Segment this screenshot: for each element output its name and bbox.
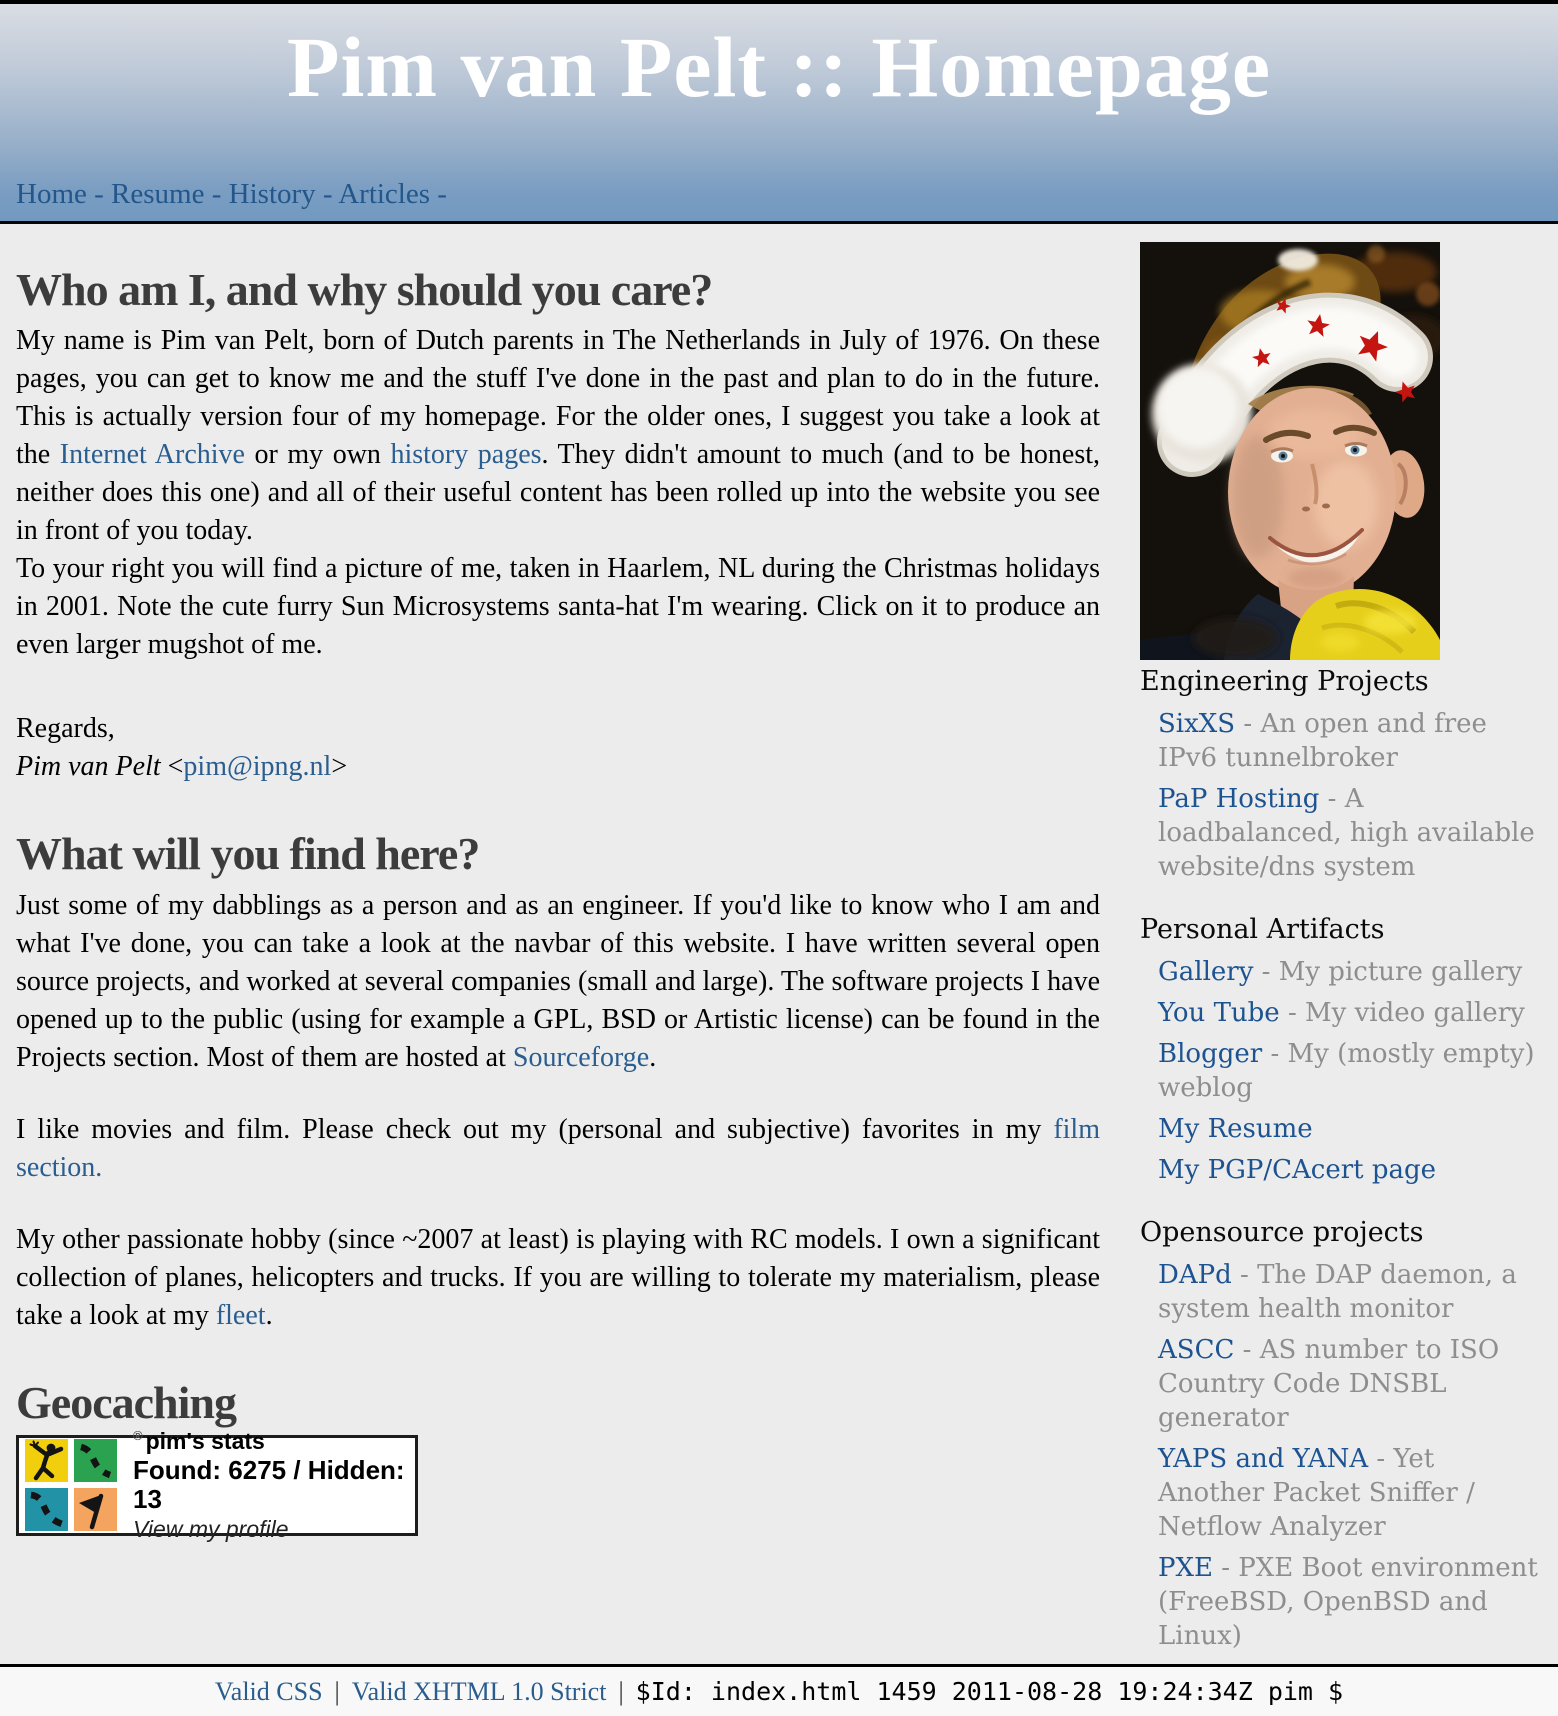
regards-line <box>16 710 1100 748</box>
footer <box>0 1664 1558 1716</box>
sidebar-item-desc: - A loadbalanced, high available website/dns system <box>1158 784 1535 882</box>
sidebar-item <box>1140 1442 1538 1544</box>
text-run: I like movies and film. Please check out my (personal and subjective) favorites in my <box>16 1113 1054 1145</box>
sidebar-link[interactable]: SixXS <box>1158 709 1236 739</box>
badge-text <box>133 1429 415 1543</box>
sidebar-item-desc: - Yet Another Packet Sniffer / Netflow Analyzer <box>1158 1444 1475 1542</box>
text-run: My name is Pim van Pelt, born of Dutch parents in The Netherlands in July of 1976. On these pages, you can get to know me and the stuff I've done in the past and plan to do in the future. This is actually version four of my homepage. For the older ones, I suggest you take a look at the <box>16 325 1100 471</box>
badge-stats: Found: 6275 / Hidden: 13 <box>133 1455 405 1515</box>
sidebar-link[interactable]: PaP Hosting <box>1158 784 1320 814</box>
sidebar-link[interactable]: You Tube <box>1158 998 1280 1028</box>
text-run: . <box>265 1299 273 1331</box>
sidebar-sections <box>1140 666 1538 1653</box>
inline-link[interactable]: film section. <box>16 1113 1100 1183</box>
sidebar-item-desc: - My video gallery <box>1279 998 1525 1028</box>
text-run: > <box>331 751 348 783</box>
sidebar-link[interactable]: Blogger <box>1158 1039 1263 1069</box>
text-run: . They didn't amount to much (and to be honest, neither does this one) and all of their useful content has been rolled up into the website you see in front of you today. <box>16 439 1101 547</box>
sidebar-item <box>1140 955 1538 989</box>
sidebar-item-desc: - An open and free IPv6 tunnelbroker <box>1158 709 1487 773</box>
view-profile-link[interactable]: View my profile <box>133 1515 289 1542</box>
sidebar-item-desc: - My (mostly empty) weblog <box>1158 1039 1535 1103</box>
sidebar <box>1140 242 1538 1660</box>
paragraph-rc-models <box>16 1221 1100 1335</box>
inline-link[interactable]: Sourceforge <box>512 1041 650 1073</box>
mugshot-photo[interactable] <box>1140 242 1440 660</box>
sidebar-link[interactable]: My PGP/CAcert page <box>1158 1155 1437 1185</box>
inline-link[interactable]: history pages <box>390 439 542 471</box>
text-run: My other passionate hobby (since ~2007 at least) is playing with RC models. I own a significant collection of planes, helicopters and trucks. If you are willing to tolerate my materialism, please take a look at my <box>16 1223 1100 1331</box>
spacer <box>16 1077 1100 1111</box>
site-title: Pim van Pelt :: Homepage <box>286 19 1272 115</box>
text-run: Regards, <box>16 713 115 745</box>
section-heading-geocaching: Geocaching <box>16 1376 236 1428</box>
inline-link[interactable]: pim@ipng.nl <box>183 751 332 783</box>
content <box>0 224 1558 1664</box>
main-nav: Home - Resume - History - Articles - <box>16 178 447 210</box>
signature-line <box>16 748 1100 786</box>
section-heading-what: What will you find here? <box>16 828 480 880</box>
text-run: or my own <box>244 439 391 471</box>
sidebar-section-heading: Engineering Projects <box>1140 666 1429 697</box>
sidebar-link[interactable]: DAPd <box>1158 1260 1232 1290</box>
sidebar-item <box>1140 1037 1538 1105</box>
registered-mark: ® <box>133 1427 143 1443</box>
badge-title: pim's stats <box>145 1427 265 1454</box>
text-run: Pim van Pelt <box>16 751 161 783</box>
sidebar-link[interactable]: My Resume <box>1158 1114 1313 1144</box>
sidebar-item <box>1140 996 1538 1030</box>
sidebar-item-desc: - My picture gallery <box>1253 957 1523 987</box>
text-run: < <box>160 751 184 783</box>
sidebar-section-heading: Opensource projects <box>1140 1217 1424 1248</box>
spacer <box>16 1187 1100 1221</box>
sidebar-section-heading: Personal Artifacts <box>1140 914 1385 945</box>
badge-title-row <box>133 1429 415 1455</box>
sidebar-item-desc: - PXE Boot environment (FreeBSD, OpenBSD and Linux) <box>1158 1553 1538 1651</box>
footer-separator: | <box>334 1677 340 1706</box>
sidebar-link[interactable]: Gallery <box>1158 957 1254 987</box>
sidebar-item <box>1140 782 1538 884</box>
nav-link-history[interactable]: History <box>228 178 316 210</box>
cvs-id-string: $Id: index.html 1459 2011-08-28 19:24:34Z pim $ <box>635 1677 1344 1706</box>
sidebar-item <box>1140 1333 1538 1435</box>
main-column <box>16 224 1101 1542</box>
sidebar-item <box>1140 707 1538 775</box>
paragraph-movies <box>16 1111 1100 1187</box>
footer-link-valid-xhtml[interactable]: Valid XHTML 1.0 Strict <box>351 1677 607 1706</box>
text-run: Just some of my dabblings as a person and as an engineer. If you'd like to know who I am and what I've done, you can take a look at the navbar of this website. I have written several open source projects, and worked at several companies (small and large). The software projects I have opened up to the public (using for example a GPL, BSD or Artistic license) can be found in the Projects section. Most of them are hosted at <box>16 889 1100 1073</box>
geocaching-logo-icon <box>25 1439 117 1531</box>
nav-link-home[interactable]: Home <box>16 178 87 210</box>
paragraph-intro <box>16 322 1100 550</box>
sidebar-item-desc: - The DAP daemon, a system health monitor <box>1158 1260 1517 1324</box>
text-run: . <box>649 1041 657 1073</box>
sidebar-item-desc: - AS number to ISO Country Code DNSBL generator <box>1158 1335 1500 1433</box>
spacer <box>16 664 1100 710</box>
geocaching-stats-badge[interactable] <box>16 1427 418 1542</box>
sidebar-item <box>1140 1112 1538 1146</box>
nav-link-articles[interactable]: Articles <box>338 178 431 210</box>
footer-separator: | <box>618 1677 624 1706</box>
nav-link-resume[interactable]: Resume <box>111 178 205 210</box>
inline-link[interactable]: fleet <box>215 1299 266 1331</box>
footer-link-valid-css[interactable]: Valid CSS <box>214 1677 323 1706</box>
sidebar-item <box>1140 1551 1538 1653</box>
text-run: To your right you will find a picture of me, taken in Haarlem, NL during the Christmas holidays in 2001. Note the cute furry Sun Microsystems santa-hat I'm wearing. Click on it to produce an even larger mugshot of me. <box>16 553 1100 661</box>
sidebar-item <box>1140 1153 1538 1187</box>
section-heading-who: Who am I, and why should you care? <box>16 264 713 315</box>
sidebar-item <box>1140 1258 1538 1326</box>
paragraph-dabblings <box>16 887 1100 1077</box>
header <box>0 0 1558 224</box>
sidebar-link[interactable]: YAPS and YANA <box>1158 1444 1369 1474</box>
paragraph-photo-note <box>16 550 1100 664</box>
sidebar-link[interactable]: PXE <box>1158 1553 1213 1583</box>
sidebar-link[interactable]: ASCC <box>1158 1335 1235 1365</box>
inline-link[interactable]: Internet Archive <box>59 439 245 471</box>
